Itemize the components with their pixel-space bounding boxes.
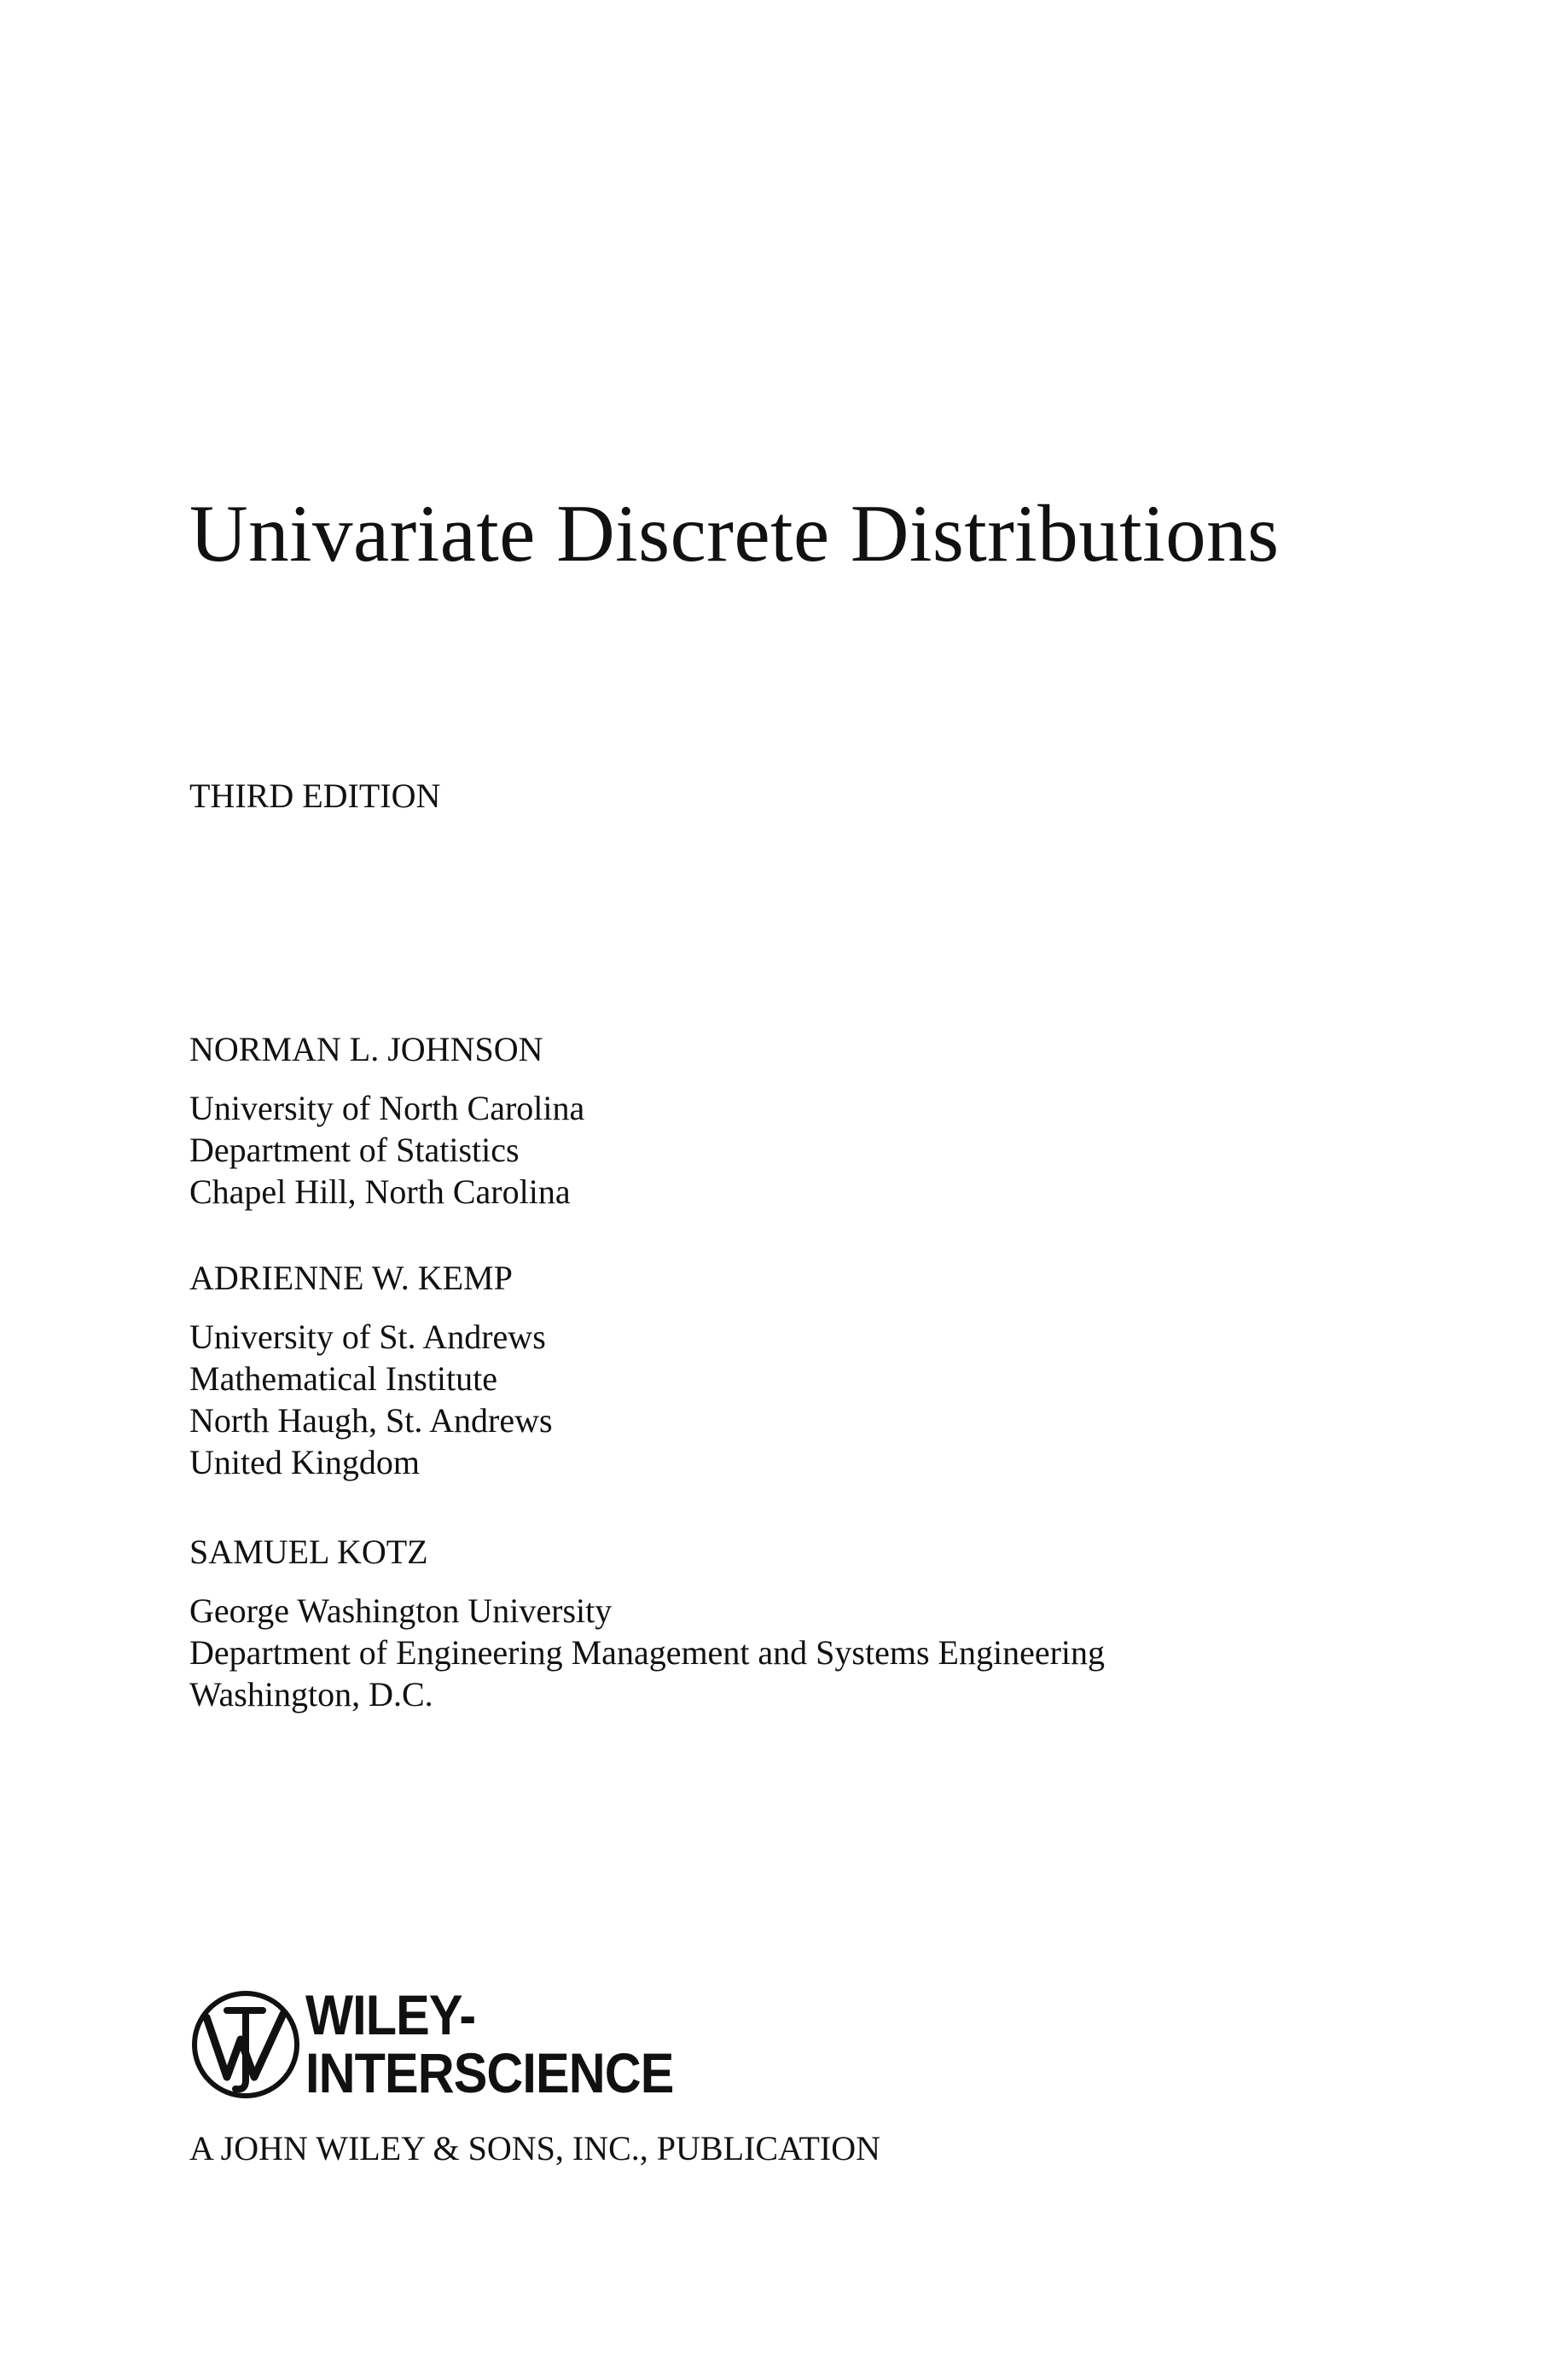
affiliation-line: North Haugh, St. Andrews [189,1401,553,1440]
affiliation-line: United Kingdom [189,1443,420,1481]
author-block-kemp [189,1261,553,1483]
affiliation-line: University of St. Andrews [189,1318,546,1356]
author-name: ADRIENNE W. KEMP [189,1259,513,1297]
author-block-kotz [189,1535,1105,1715]
author-affiliation [189,1316,553,1483]
affiliation-line: Mathematical Institute [189,1359,497,1398]
author-affiliation [189,1590,1105,1715]
author-block-johnson [189,1030,585,1213]
affiliation-line: Department of Statistics [189,1131,520,1169]
author-name: NORMAN L. JOHNSON [189,1030,543,1068]
logo-line-1: WILEY- [305,1983,476,2046]
logo-wordmark [305,1983,714,2104]
edition-label: THIRD EDITION [189,777,441,815]
publisher-logo [189,1983,714,2106]
affiliation-line: Department of Engineering Management and Systems Engineering [189,1633,1106,1672]
affiliation-line: George Washington University [189,1591,613,1630]
affiliation-line: Chapel Hill, North Carolina [189,1172,571,1211]
wiley-seal-icon [189,1988,302,2101]
publisher-line: A JOHN WILEY & SONS, INC., PUBLICATION [189,2129,881,2167]
author-affiliation [189,1087,584,1213]
author-name: SAMUEL KOTZ [189,1533,428,1571]
affiliation-line: University of North Carolina [189,1089,585,1127]
book-title: Univariate Discrete Distributions [189,488,1280,579]
logo-line-2: INTERSCIENCE [305,2041,674,2104]
affiliation-line: Washington, D.C. [189,1675,433,1713]
